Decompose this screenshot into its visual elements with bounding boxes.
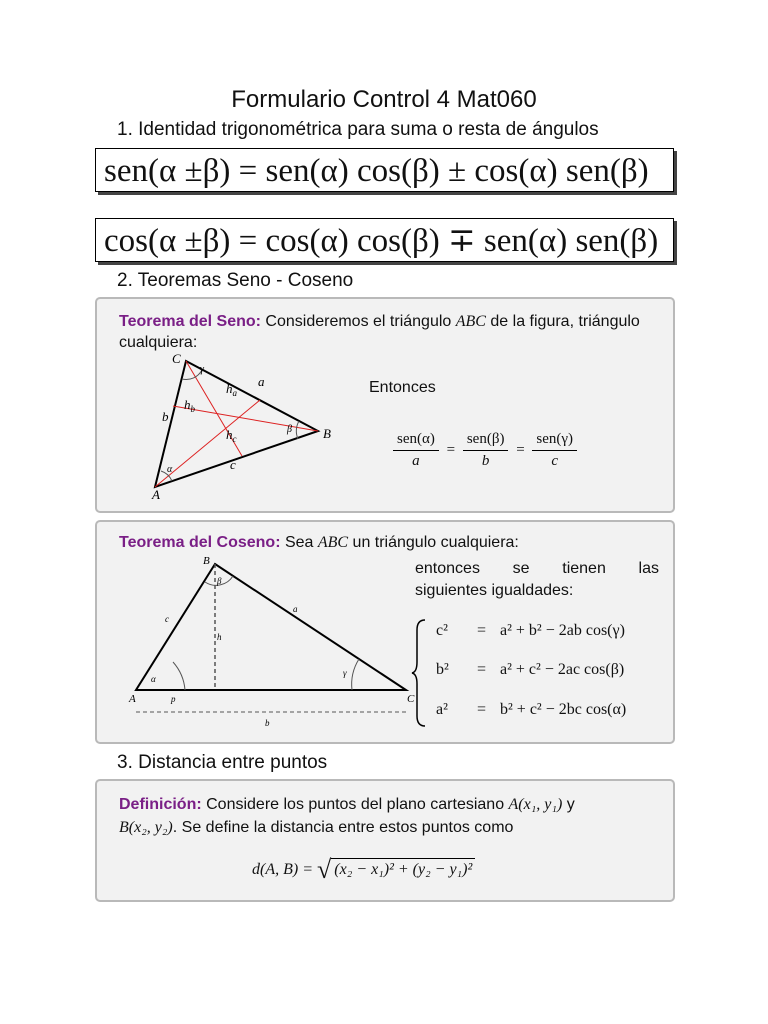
cosine-eq-a-lhs: a² (436, 701, 448, 718)
cosine-eq-a-rhs: b² + c² − 2bc cos(α) (500, 701, 627, 718)
gamma-arc-cos (352, 659, 359, 690)
cosine-triangle (136, 564, 406, 690)
cosine-text-b: un triángulo cualquiera: (348, 534, 519, 551)
vertex-B-label: B (323, 426, 331, 441)
eq-2: = (516, 442, 525, 458)
hb-h: h (184, 397, 191, 412)
sine-text-a: Consideremos el triángulo (260, 313, 456, 330)
cosine-theorem-card (95, 520, 675, 744)
cosine-eq-a-sign: = (477, 701, 487, 718)
cos-gamma-label: γ (343, 668, 347, 678)
frac-c-den: c (551, 453, 559, 469)
page-title: Formulario Control 4 Mat060 (231, 86, 537, 113)
frac-a-den: a (412, 453, 420, 469)
cosine-theorem-statement (119, 534, 519, 552)
definition-text-b: . Se define la distancia entre estos puntos como (172, 819, 514, 836)
entonces-word-4: las (638, 560, 659, 577)
cosine-triangle-figure (125, 554, 425, 734)
sine-law-formula (393, 431, 577, 470)
cosine-eq-b-lhs: b² (436, 661, 449, 678)
cosine-eq-b-sign: = (477, 661, 487, 678)
hc-h: h (226, 427, 233, 442)
cos-side-a: a (293, 604, 298, 614)
eq-1: = (446, 442, 456, 458)
section1-heading: 1. Identidad trigonométrica para suma o resta de ángulos (117, 119, 599, 140)
entonces-word-1: entonces (415, 560, 480, 577)
cosine-eq-b-rhs: a² + c² − 2ac cos(β) (500, 661, 625, 678)
frac-b-num: sen(β) (463, 431, 509, 451)
side-b-label: b (162, 409, 169, 424)
sine-triangle (155, 361, 318, 487)
definition-text-y: y (562, 796, 575, 813)
cos-alpha-label: α (151, 674, 156, 684)
side-a-label: a (258, 374, 265, 389)
sum-cosine-formula-box (95, 218, 674, 262)
sum-sine-formula-box (95, 148, 674, 192)
cos-base-b-label: b (265, 718, 270, 728)
point-B: B(x₂, y₂) (119, 819, 173, 836)
entonces-label: Entonces (369, 379, 436, 396)
ha-sub: a (232, 388, 237, 398)
cos-vertex-C: C (407, 693, 415, 705)
distance-lhs: d(A, B) = (252, 861, 313, 878)
hc-sub: c (232, 434, 237, 444)
sine-theorem-keyword: Teorema del Seno: (119, 313, 261, 330)
cos-p-label: p (171, 694, 176, 704)
ha-label (226, 381, 238, 398)
section2-heading: 2. Teoremas Seno - Coseno (117, 270, 354, 291)
distance-definition-text (119, 793, 659, 839)
frac-c-num: sen(γ) (532, 431, 577, 451)
vertex-A-label: A (152, 487, 160, 501)
section3-heading: 3. Distancia entre puntos (117, 752, 328, 773)
cosine-eq-c-rhs: a² + b² − 2ab cos(γ) (500, 622, 625, 639)
entonces-word-3: tienen (562, 560, 606, 577)
sine-text-b: de la figura, triángulo cualquiera: (119, 313, 640, 351)
cos-beta-label: β (217, 576, 222, 586)
cos-h-label: h (217, 632, 222, 642)
cosine-eq-c-sign: = (477, 622, 487, 639)
definition-keyword: Definición: (119, 796, 202, 813)
cos-side-c: c (165, 614, 169, 624)
alpha-arc-cos (173, 662, 185, 690)
ha-h: h (226, 381, 233, 396)
cosine-brace (411, 618, 429, 728)
cos-vertex-A: A (129, 693, 136, 705)
cosine-triangle-abc: ABC (317, 534, 349, 551)
sine-fraction-b (463, 431, 509, 470)
point-A: A(x₁, y₁) (508, 796, 563, 813)
beta-label: β (287, 424, 292, 435)
sine-fraction-c (532, 431, 577, 470)
alpha-label: α (167, 464, 173, 475)
sine-triangle-figure (142, 351, 352, 501)
frac-b-den: b (481, 453, 490, 469)
frac-a-num: sen(α) (393, 431, 439, 451)
cosine-text-a: Sea (280, 534, 318, 551)
hb-sub: b (190, 404, 195, 414)
side-c-label: c (230, 457, 236, 472)
distance-definition-card (95, 779, 675, 902)
entonces-line1 (415, 560, 659, 578)
sum-sine-formula: sen(α ±β) = sen(α) cos(β) ± cos(α) sen(β) (104, 153, 649, 189)
beta-arc (296, 421, 299, 439)
sine-theorem-card (95, 297, 675, 513)
definition-text-a: Considere los puntos del plano cartesiano (201, 796, 509, 813)
hb-label (184, 397, 196, 414)
cosine-theorem-keyword: Teorema del Coseno: (119, 534, 281, 551)
gamma-label: γ (200, 364, 204, 375)
distance-radicand: (x₂ − x₁)² + (y₂ − y₁)² (331, 858, 475, 878)
entonces-word-2: se (512, 560, 530, 577)
entonces-line2: siguientes igualdades: (415, 582, 574, 599)
sum-cosine-formula: cos(α ±β) = cos(α) cos(β) ∓ sen(α) sen(β) (104, 223, 659, 259)
triangle-abc: ABC (455, 313, 486, 330)
cosine-eq-c-lhs: c² (436, 622, 448, 639)
sqrt-icon: √ (317, 855, 332, 884)
distance-formula (252, 855, 475, 885)
sine-theorem-statement (119, 311, 654, 353)
vertex-C-label: C (172, 351, 181, 366)
cos-vertex-B: B (203, 555, 210, 567)
sine-fraction-a (393, 431, 439, 470)
hc-label (226, 427, 237, 444)
